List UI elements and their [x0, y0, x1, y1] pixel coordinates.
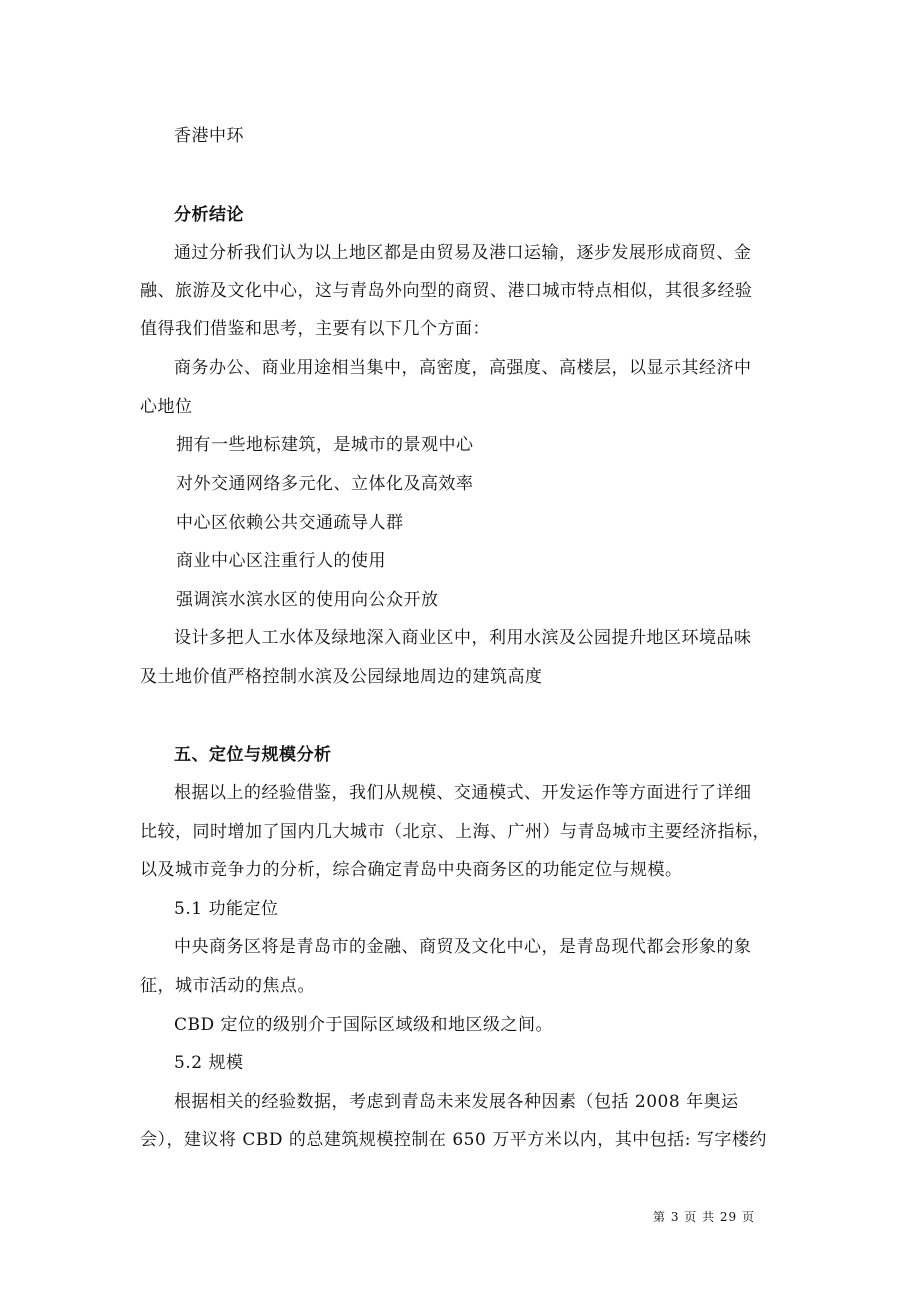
design-paragraph-line: 及土地价值严格控制水滨及公园绿地周边的建筑高度	[140, 667, 543, 687]
section-five-intro-line: 根据以上的经验借鉴，我们从规模、交通模式、开发运作等方面进行了详细	[174, 783, 752, 803]
conclusion-paragraph-line: 融、旅游及文化中心，这与青岛外向型的商贸、港口城市特点相似，其很多经验	[140, 281, 753, 301]
function-paragraph-line: 中央商务区将是青岛市的金融、商贸及文化中心，是青岛现代都会形象的象	[174, 937, 752, 957]
point-item: 拥有一些地标建筑，是城市的景观中心	[176, 435, 474, 455]
point-item: 中心区依赖公共交通疏导人群	[176, 513, 404, 533]
section-five-intro-line: 比较，同时增加了国内几大城市（北京、上海、广州）与青岛城市主要经济指标，	[140, 822, 770, 842]
function-paragraph-line: 征，城市活动的焦点。	[140, 976, 315, 996]
scale-paragraph-line: 会），建议将 CBD 的总建筑规模控制在 650 万平方米以内，其中包括: 写字楼约	[140, 1130, 767, 1150]
cbd-level-line: CBD 定位的级别介于国际区域级和地区级之间。	[174, 1015, 554, 1035]
conclusion-paragraph-line: 通过分析我们认为以上地区都是由贸易及港口运输，逐步发展形成商贸、金	[174, 243, 752, 263]
design-paragraph-line: 设计多把人工水体及绿地深入商业区中，利用水滨及公园提升地区环境品味	[174, 628, 752, 648]
point-item: 强调滨水滨水区的使用向公众开放	[176, 590, 439, 610]
subsection-heading-function: 5.1 功能定位	[174, 899, 279, 919]
business-paragraph-line: 心地位	[140, 397, 193, 417]
scale-paragraph-line: 根据相关的经验数据，考虑到青岛未来发展各种因素（包括 2008 年奥运	[174, 1092, 739, 1112]
subsection-heading-scale: 5.2 规模	[174, 1053, 244, 1073]
page-footer: 第 3 页 共 29 页	[653, 1210, 755, 1224]
conclusion-paragraph-line: 值得我们借鉴和思考，主要有以下几个方面：	[140, 319, 490, 339]
section-five-heading: 五、定位与规模分析	[174, 745, 332, 765]
point-item: 商业中心区注重行人的使用	[176, 551, 386, 571]
conclusion-heading: 分析结论	[174, 205, 244, 225]
section-title-hong-kong-central: 香港中环	[174, 126, 244, 146]
business-paragraph-line: 商务办公、商业用途相当集中，高密度，高强度、高楼层，以显示其经济中	[174, 358, 752, 378]
point-item: 对外交通网络多元化、立体化及高效率	[176, 474, 474, 494]
section-five-intro-line: 以及城市竞争力的分析，综合确定青岛中央商务区的功能定位与规模。	[140, 860, 683, 880]
